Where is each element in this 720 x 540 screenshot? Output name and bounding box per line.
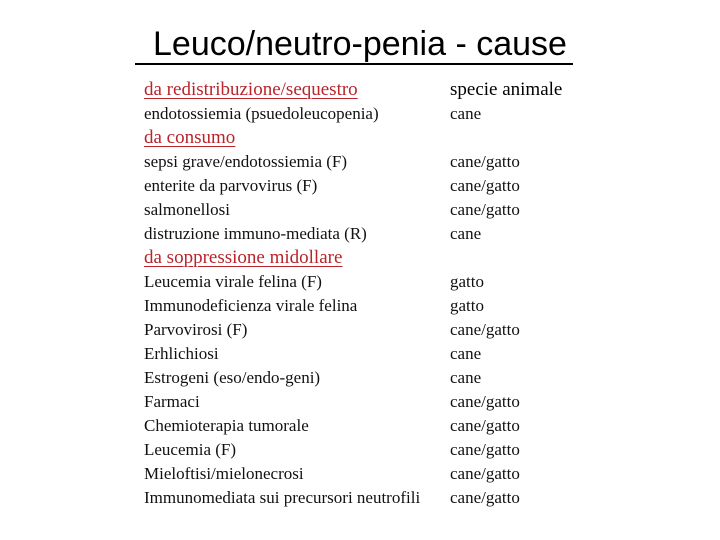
species-column-header: specie animale: [450, 79, 563, 100]
cause-cell: Chemioterapia tumorale: [144, 416, 309, 435]
title-underline: [135, 63, 573, 65]
section-heading: da soppressione midollare: [144, 247, 343, 268]
cause-cell: Estrogeni (eso/endo-geni): [144, 368, 321, 387]
cause-cell: Immunodeficienza virale felina: [144, 296, 358, 315]
species-cell: cane/gatto: [450, 200, 520, 219]
table-row: [144, 318, 594, 342]
causes-table: [144, 78, 594, 526]
cause-cell: Leucemia virale felina (F): [144, 272, 322, 291]
species-cell: cane/gatto: [450, 152, 520, 171]
cause-cell: Leucemia (F): [144, 440, 237, 459]
cause-cell: sepsi grave/endotossiemia (F): [144, 152, 348, 171]
species-cell: cane: [450, 344, 482, 363]
section-heading-row: [144, 126, 594, 150]
table-row: [144, 462, 594, 486]
cause-cell: endotossiemia (psuedoleucopenia): [144, 104, 379, 123]
table-row: [144, 486, 594, 526]
species-cell: cane/gatto: [450, 488, 520, 507]
table-row: [144, 102, 594, 126]
species-cell: cane: [450, 104, 482, 123]
species-cell: cane/gatto: [450, 464, 520, 483]
slide-title: Leuco/neutro-penia - cause: [153, 25, 567, 63]
section-heading: da consumo: [144, 127, 236, 148]
cause-cell: Immunomediata sui precursori neutrofili: [144, 488, 421, 507]
table-row: [144, 198, 594, 222]
cause-cell: Farmaci: [144, 392, 200, 411]
species-cell: cane: [450, 368, 482, 387]
table-row: [144, 174, 594, 198]
table-row: [144, 270, 594, 294]
cause-cell: Mieloftisi/mielonecrosi: [144, 464, 304, 483]
species-cell: gatto: [450, 296, 484, 315]
section-heading-row: [144, 78, 594, 102]
cause-cell: distruzione immuno-mediata (R): [144, 224, 367, 243]
species-cell: gatto: [450, 272, 484, 291]
table-row: [144, 222, 594, 246]
species-cell: cane/gatto: [450, 440, 520, 459]
species-cell: cane/gatto: [450, 176, 520, 195]
species-cell: cane/gatto: [450, 416, 520, 435]
table-row: [144, 438, 594, 462]
species-cell: cane/gatto: [450, 320, 520, 339]
table-row: [144, 414, 594, 438]
cause-cell: salmonellosi: [144, 200, 230, 219]
table-row: [144, 342, 594, 366]
section-heading: da redistribuzione/sequestro: [144, 79, 358, 100]
cause-cell: Parvovirosi (F): [144, 320, 248, 339]
cause-cell: Erhlichiosi: [144, 344, 219, 363]
species-cell: cane/gatto: [450, 392, 520, 411]
table-row: [144, 390, 594, 414]
table-row: [144, 366, 594, 390]
table-row: [144, 150, 594, 174]
species-cell: cane: [450, 224, 482, 243]
cause-cell: enterite da parvovirus (F): [144, 176, 318, 195]
section-heading-row: [144, 246, 594, 270]
table-row: [144, 294, 594, 318]
